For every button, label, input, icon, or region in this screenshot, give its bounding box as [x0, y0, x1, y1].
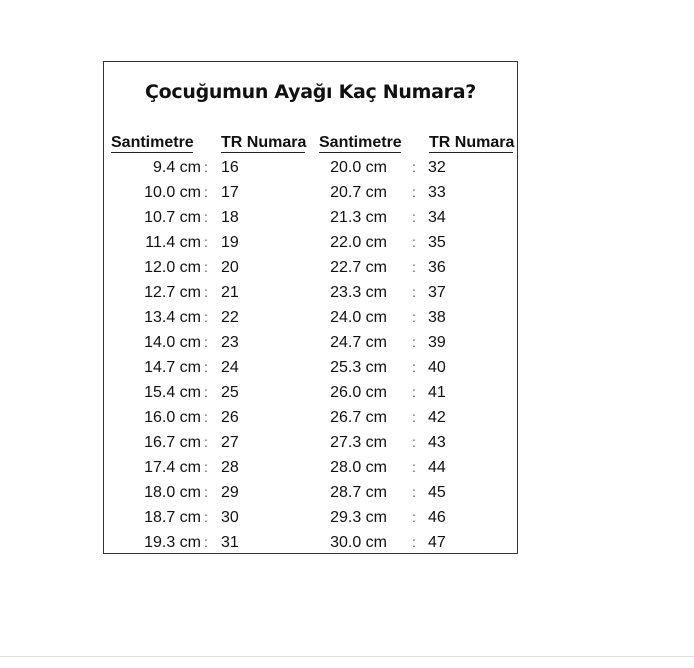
tr-left-cell: 25: [221, 384, 239, 401]
table-row: [104, 355, 517, 380]
cm-right-cell: 29.3 cm: [330, 509, 387, 526]
table-row: [104, 255, 517, 280]
cm-left-cell: 15.4 cm: [144, 384, 201, 401]
cm-left-cell: 10.7 cm: [144, 209, 201, 226]
separator: :: [204, 484, 208, 500]
size-chart-table: [103, 61, 518, 554]
cm-left-cell: 16.7 cm: [144, 434, 201, 451]
separator: :: [412, 259, 416, 275]
table-row: [104, 455, 517, 480]
table-row: [104, 430, 517, 455]
cm-left-cell: 13.4 cm: [144, 309, 201, 326]
table-row: [104, 405, 517, 430]
cm-left-cell: 17.4 cm: [144, 459, 201, 476]
separator: :: [412, 284, 416, 300]
tr-right-cell: 42: [428, 409, 446, 426]
separator: :: [412, 234, 416, 250]
separator: :: [204, 534, 208, 550]
tr-right-cell: 47: [428, 534, 446, 551]
cm-right-cell: 22.7 cm: [330, 259, 387, 276]
tr-right-cell: 36: [428, 259, 446, 276]
tr-left-cell: 29: [221, 484, 239, 501]
separator: :: [412, 209, 416, 225]
tr-right-cell: 34: [428, 209, 446, 226]
separator: :: [412, 184, 416, 200]
tr-right-cell: 39: [428, 334, 446, 351]
cm-right-cell: 23.3 cm: [330, 284, 387, 301]
tr-left-cell: 16: [221, 159, 239, 176]
table-row: [104, 530, 517, 555]
cm-right-cell: 24.0 cm: [330, 309, 387, 326]
cm-right-cell: 26.0 cm: [330, 384, 387, 401]
table-row: [104, 280, 517, 305]
tr-left-cell: 30: [221, 509, 239, 526]
table-row: [104, 330, 517, 355]
cm-right-cell: 21.3 cm: [330, 209, 387, 226]
separator: :: [412, 334, 416, 350]
cm-right-cell: 28.0 cm: [330, 459, 387, 476]
separator: :: [204, 509, 208, 525]
tr-right-cell: 38: [428, 309, 446, 326]
table-row: [104, 180, 517, 205]
table-row: [104, 380, 517, 405]
table-row: [104, 480, 517, 505]
cm-right-cell: 24.7 cm: [330, 334, 387, 351]
separator: :: [204, 284, 208, 300]
tr-right-cell: 46: [428, 509, 446, 526]
cm-right-cell: 25.3 cm: [330, 359, 387, 376]
tr-right-cell: 41: [428, 384, 446, 401]
separator: :: [412, 159, 416, 175]
tr-left-cell: 22: [221, 309, 239, 326]
cm-left-cell: 9.4 cm: [152, 159, 201, 176]
separator: :: [204, 259, 208, 275]
cm-right-cell: 28.7 cm: [330, 484, 387, 501]
tr-right-cell: 35: [428, 234, 446, 251]
divider: [0, 656, 694, 657]
tr-left-cell: 26: [221, 409, 239, 426]
tr-left-cell: 27: [221, 434, 239, 451]
table-row: [104, 230, 517, 255]
cm-left-cell: 19.3 cm: [144, 534, 201, 551]
tr-left-cell: 19: [221, 234, 239, 251]
cm-left-cell: 18.0 cm: [144, 484, 201, 501]
tr-right-cell: 44: [428, 459, 446, 476]
cm-right-cell: 30.0 cm: [330, 534, 387, 551]
table-title: Çocuğumun Ayağı Kaç Numara?: [145, 81, 476, 103]
separator: :: [412, 384, 416, 400]
separator: :: [204, 409, 208, 425]
separator: :: [412, 409, 416, 425]
cm-left-cell: 11.4 cm: [145, 234, 201, 251]
separator: :: [204, 384, 208, 400]
cm-left-cell: 14.7 cm: [144, 359, 201, 376]
header-tr-numara-left: TR Numara: [221, 134, 307, 151]
cm-right-cell: 22.0 cm: [330, 234, 387, 251]
separator: :: [412, 484, 416, 500]
separator: :: [412, 509, 416, 525]
table-row: [104, 205, 517, 230]
cm-left-cell: 10.0 cm: [144, 184, 201, 201]
tr-left-cell: 17: [221, 184, 239, 201]
table-body: [104, 155, 517, 555]
cm-left-cell: 12.0 cm: [144, 259, 201, 276]
separator: :: [204, 334, 208, 350]
header-santimetre-left: Santimetre: [111, 134, 194, 151]
tr-left-cell: 28: [221, 459, 239, 476]
separator: :: [204, 209, 208, 225]
table-row: [104, 155, 517, 180]
cm-left-cell: 14.0 cm: [144, 334, 201, 351]
header-tr-numara-right: TR Numara: [429, 134, 515, 151]
tr-left-cell: 18: [221, 209, 239, 226]
cm-right-cell: 20.0 cm: [330, 159, 387, 176]
separator: :: [412, 309, 416, 325]
tr-right-cell: 45: [428, 484, 446, 501]
separator: :: [204, 184, 208, 200]
tr-right-cell: 37: [428, 284, 446, 301]
separator: :: [204, 309, 208, 325]
separator: :: [204, 359, 208, 375]
separator: :: [412, 434, 416, 450]
cm-right-cell: 27.3 cm: [330, 434, 387, 451]
separator: :: [204, 434, 208, 450]
tr-right-cell: 32: [428, 159, 446, 176]
cm-left-cell: 18.7 cm: [144, 509, 201, 526]
tr-left-cell: 21: [221, 284, 239, 301]
separator: :: [204, 234, 208, 250]
cm-left-cell: 16.0 cm: [144, 409, 201, 426]
tr-right-cell: 33: [428, 184, 446, 201]
tr-left-cell: 24: [221, 359, 239, 376]
cm-right-cell: 20.7 cm: [330, 184, 387, 201]
table-row: [104, 305, 517, 330]
separator: :: [412, 459, 416, 475]
cm-left-cell: 12.7 cm: [144, 284, 201, 301]
separator: :: [412, 534, 416, 550]
table-row: [104, 505, 517, 530]
tr-left-cell: 23: [221, 334, 239, 351]
header-santimetre-right: Santimetre: [319, 134, 402, 151]
cm-right-cell: 26.7 cm: [330, 409, 387, 426]
tr-left-cell: 20: [221, 259, 239, 276]
separator: :: [412, 359, 416, 375]
separator: :: [204, 459, 208, 475]
tr-right-cell: 43: [428, 434, 446, 451]
tr-left-cell: 31: [221, 534, 239, 551]
separator: :: [204, 159, 208, 175]
tr-right-cell: 40: [428, 359, 446, 376]
